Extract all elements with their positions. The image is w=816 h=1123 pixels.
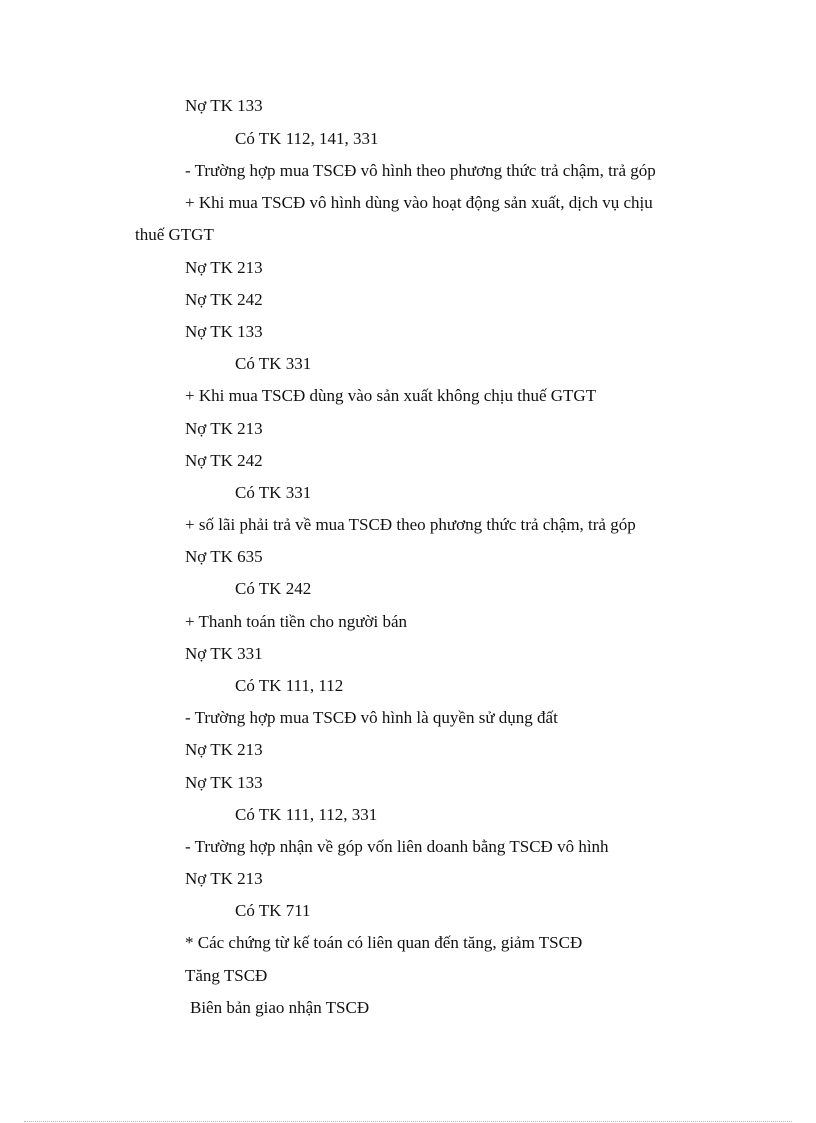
case-heading: - Trường hợp nhận về góp vốn liên doanh bằng TSCĐ vô hình <box>185 837 609 856</box>
entry-debit-line: Nợ TK 635 <box>185 547 263 566</box>
entry-credit-line: Có TK 711 <box>235 901 311 920</box>
sub-case-heading: + Khi mua TSCĐ vô hình dùng vào hoạt động sản xuất, dịch vụ chịu <box>185 193 653 212</box>
entry-debit-line: Nợ TK 213 <box>185 258 263 277</box>
sub-case-heading: + số lãi phải trả về mua TSCĐ theo phương thức trả chậm, trả góp <box>185 515 636 534</box>
sub-case-heading: + Thanh toán tiền cho người bán <box>185 612 407 631</box>
entry-debit-line: Nợ TK 331 <box>185 644 263 663</box>
entry-debit-line: Nợ TK 213 <box>185 869 263 888</box>
entry-credit-line: Có TK 111, 112 <box>235 676 344 695</box>
entry-credit-line: Có TK 331 <box>235 483 312 502</box>
entry-debit-line: Nợ TK 133 <box>185 322 263 341</box>
entry-debit-line: Nợ TK 213 <box>185 419 263 438</box>
sub-case-heading: + Khi mua TSCĐ dùng vào sản xuất không chịu thuế GTGT <box>185 386 597 405</box>
entry-credit-line: Có TK 112, 141, 331 <box>235 129 379 148</box>
case-heading: - Trường hợp mua TSCĐ vô hình theo phương thức trả chậm, trả góp <box>185 161 656 180</box>
case-heading: - Trường hợp mua TSCĐ vô hình là quyền sử dụng đất <box>185 708 558 727</box>
entry-credit-line: Có TK 242 <box>235 579 312 598</box>
sub-section-heading: Tăng TSCĐ <box>185 966 268 985</box>
entry-debit-line: Nợ TK 133 <box>185 96 263 115</box>
entry-debit-line: Nợ TK 133 <box>185 773 263 792</box>
sub-case-continuation: thuế GTGT <box>135 225 214 244</box>
page-bottom-rule <box>24 1121 792 1122</box>
entry-credit-line: Có TK 111, 112, 331 <box>235 805 378 824</box>
entry-debit-line: Nợ TK 213 <box>185 740 263 759</box>
list-item: Biên bản giao nhận TSCĐ <box>190 998 370 1017</box>
section-heading: * Các chứng từ kế toán có liên quan đến tăng, giảm TSCĐ <box>185 933 583 952</box>
entry-debit-line: Nợ TK 242 <box>185 290 263 309</box>
entry-debit-line: Nợ TK 242 <box>185 451 263 470</box>
entry-credit-line: Có TK 331 <box>235 354 312 373</box>
